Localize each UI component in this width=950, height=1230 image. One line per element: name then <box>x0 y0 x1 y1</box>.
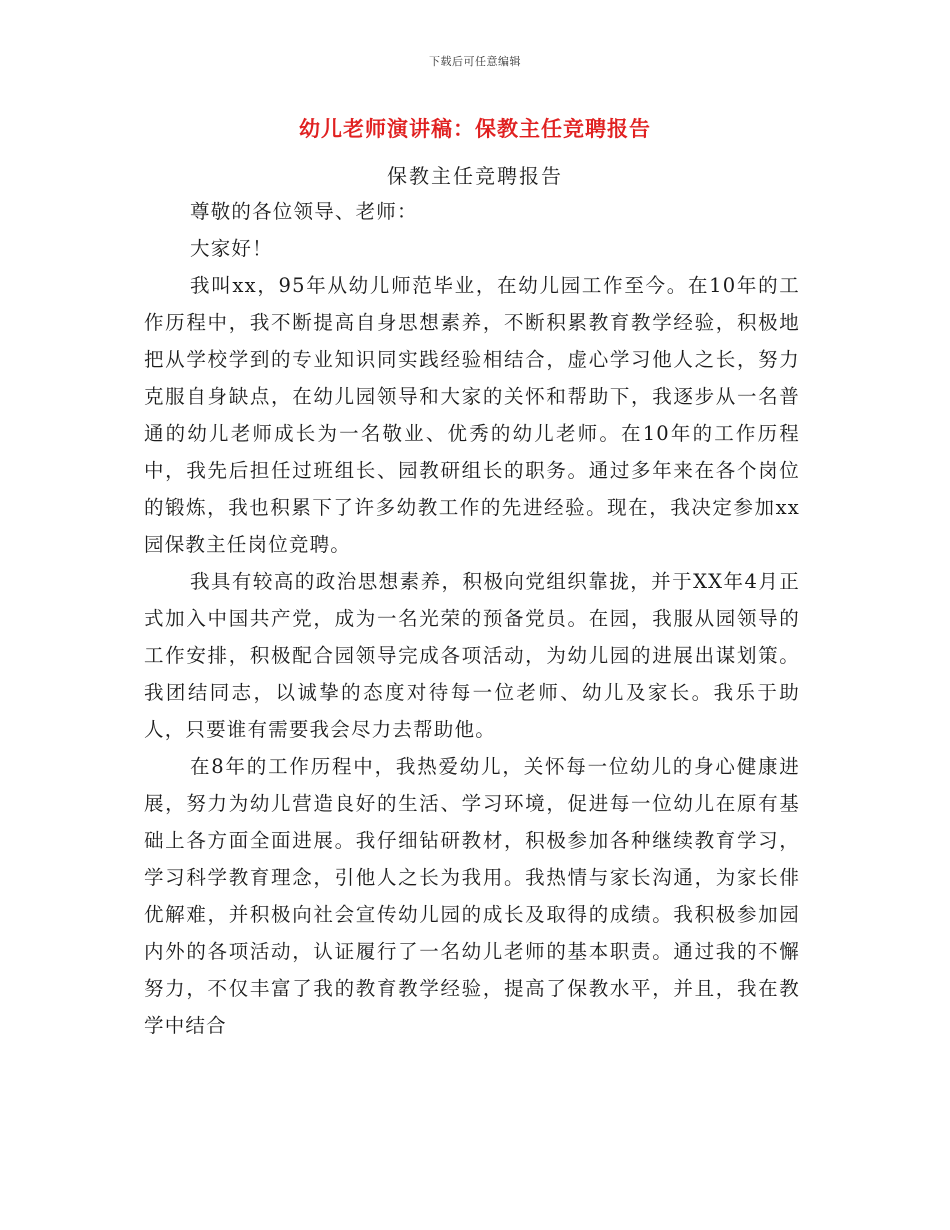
document-title: 幼儿老师演讲稿：保教主任竞聘报告 <box>299 117 651 141</box>
document-body <box>144 193 800 1044</box>
header-note: 下载后可任意编辑 <box>429 55 521 68</box>
salutation-paragraph: 大家好！ <box>190 237 273 260</box>
body-paragraph: 我叫xx，95年从幼儿师范毕业，在幼儿园工作至今。在10年的工作历程中，我不断提高自身思想素养，不断积累教育教学经验，积极地把从学校学到的专业知识同实践经验相结合，虚心学习他人之长，努力克服自身缺点，在幼儿园领导和大家的关怀和帮助下，我逐步从一名普通的幼儿老师成长为一名敬业、优秀的幼儿老师。在10年的工作历程中，我先后担任过班组长、园教研组长的职务。通过多年来在各个岗位的锻炼，我也积累下了许多幼教工作的先进经验。现在，我决定参加xx园保教主任岗位竞聘。 <box>144 274 800 556</box>
document-subtitle: 保教主任竞聘报告 <box>387 164 563 188</box>
body-paragraph: 我具有较高的政治思想素养，积极向党组织靠拢，并于XX年4月正式加入中国共产党，成为一名光荣的预备党员。在园，我服从园领导的工作安排，积极配合园领导完成各项活动，为幼儿园的进展出谋划策。我团结同志，以诚挚的态度对待每一位老师、幼儿及家长。我乐于助人，只要谁有需要我会尽力去帮助他。 <box>144 570 800 741</box>
greeting-paragraph: 尊敬的各位领导、老师： <box>190 200 418 223</box>
body-paragraph: 在8年的工作历程中，我热爱幼儿，关怀每一位幼儿的身心健康进展，努力为幼儿营造良好的生活、学习环境，促进每一位幼儿在原有基础上各方面全面进展。我仔细钻研教材，积极参加各种继续教育学习，学习科学教育理念，引他人之长为我用。我热情与家长沟通，为家长俳优解难，并积极向社会宣传幼儿园的成长及取得的成绩。我积极参加园内外的各项活动，认证履行了一名幼儿老师的基本职责。通过我的不懈努力，不仅丰富了我的教育教学经验，提高了保教水平，并且，我在教学中结合 <box>144 755 800 1037</box>
